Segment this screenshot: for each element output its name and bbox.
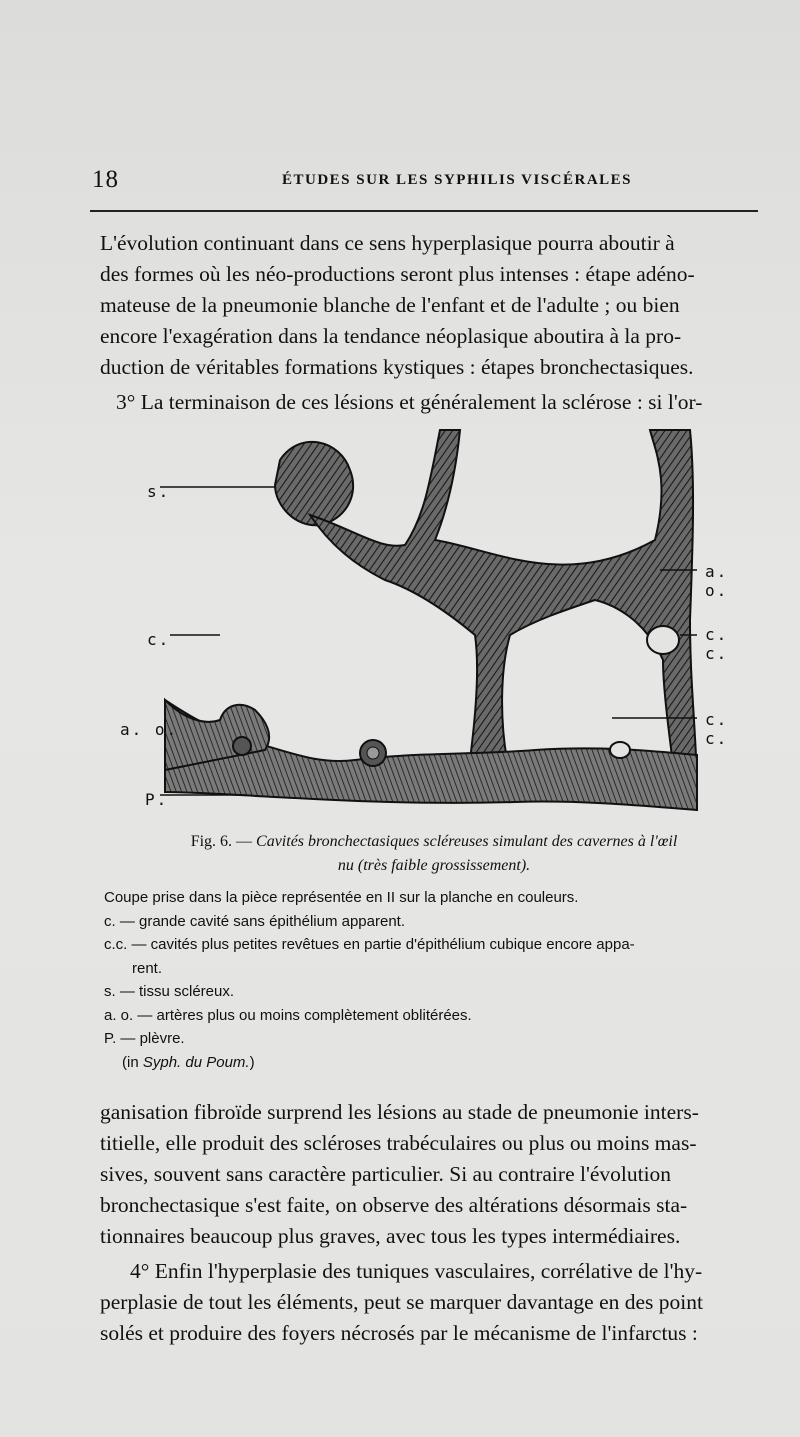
text-line: titielle, elle produit des scléroses trabéculaires ou plus ou moins mas- [100,1131,697,1155]
top-paragraph [100,228,768,418]
obliterated-artery [233,737,251,755]
histology-figure [115,420,755,820]
label-cc-top: c. c. [705,625,729,663]
source-prefix: (in [122,1053,143,1071]
legend-item-continuation: rent. [132,959,163,977]
text-line: sives, souvent sans caractère particulier. Si au contraire l'évolution [100,1162,672,1186]
text-line: 3° La terminaison de ces lésions et généralement la sclérose : si l'or- [116,390,703,414]
legend-source [104,1051,772,1075]
text-line: L'évolution continuant dans ce sens hyperplasique pourra aboutir à [100,231,675,255]
text-line: 4° Enfin l'hyperplasie des tuniques vasculaires, corrélative de l'hy- [130,1259,703,1283]
small-cavity [610,742,630,758]
legend-item: c.c. — cavités plus petites revêtues en partie d'épithélium cubique encore appa- [104,936,635,953]
label-p: P. [145,790,169,809]
text-line: des formes où les néo-productions seront plus intenses : étape adéno- [100,262,695,286]
label-c: c. [147,630,171,649]
trabecula-main [310,430,697,780]
legend-intro: Coupe prise dans la pièce représentée en II sur la planche en couleurs. [104,889,579,906]
small-cavity [647,626,679,654]
figure-number: Fig. 6. — [190,833,253,850]
legend-item: P. — plèvre. [104,1030,185,1047]
text-line: mateuse de la pneumonie blanche de l'enfant et de l'adulte ; ou bien [100,293,680,317]
page-number: 18 [92,166,119,193]
source-title: Syph. du Poum. [142,1053,250,1071]
label-s: s. [147,482,171,501]
legend-item: s. — tissu scléreux. [104,983,235,1000]
figure-legend [104,886,772,1074]
figure-caption [100,830,768,878]
legend-item: a. o. — artères plus ou moins complètement oblitérées. [104,1006,472,1024]
text-line: encore l'exagération dans la tendance néoplasique aboutira à la pro- [100,324,682,348]
label-ao-left: a. o. [120,720,179,739]
text-line: solés et produire des foyers nécrosés par le mécanisme de l'infarctus : [100,1321,698,1345]
bottom-paragraph [100,1097,768,1349]
source-suffix: ) [249,1053,255,1071]
text-line: tionnaires beaucoup plus graves, avec tous les types intermédiaires. [100,1224,681,1248]
running-title: ÉTUDES SUR LES SYPHILIS VISCÉRALES [282,172,633,188]
caption-line: nu (très faible grossissement). [337,857,531,874]
obliterated-artery [367,747,379,759]
text-line: perplasie de tout les éléments, peut se marquer davantage en des point [100,1290,703,1314]
text-line: ganisation fibroïde surprend les lésions au stade de pneumonie inters- [100,1100,699,1124]
label-cc-bottom: c. c. [705,710,729,748]
legend-item: c. — grande cavité sans épithélium apparent. [104,912,406,930]
text-line: bronchectasique s'est faite, on observe des altérations désormais sta- [100,1193,688,1217]
label-ao-right: a. o. [705,562,729,600]
sclerous-tissue-knob [275,442,353,525]
text-line: duction de véritables formations kystiques : étapes bronchectasiques. [100,355,694,379]
caption-line: Cavités bronchectasiques scléreuses simulant des cavernes à l'œil [256,833,678,850]
header-rule [90,210,758,212]
page-header [92,160,772,200]
histology-illustration [115,420,755,820]
